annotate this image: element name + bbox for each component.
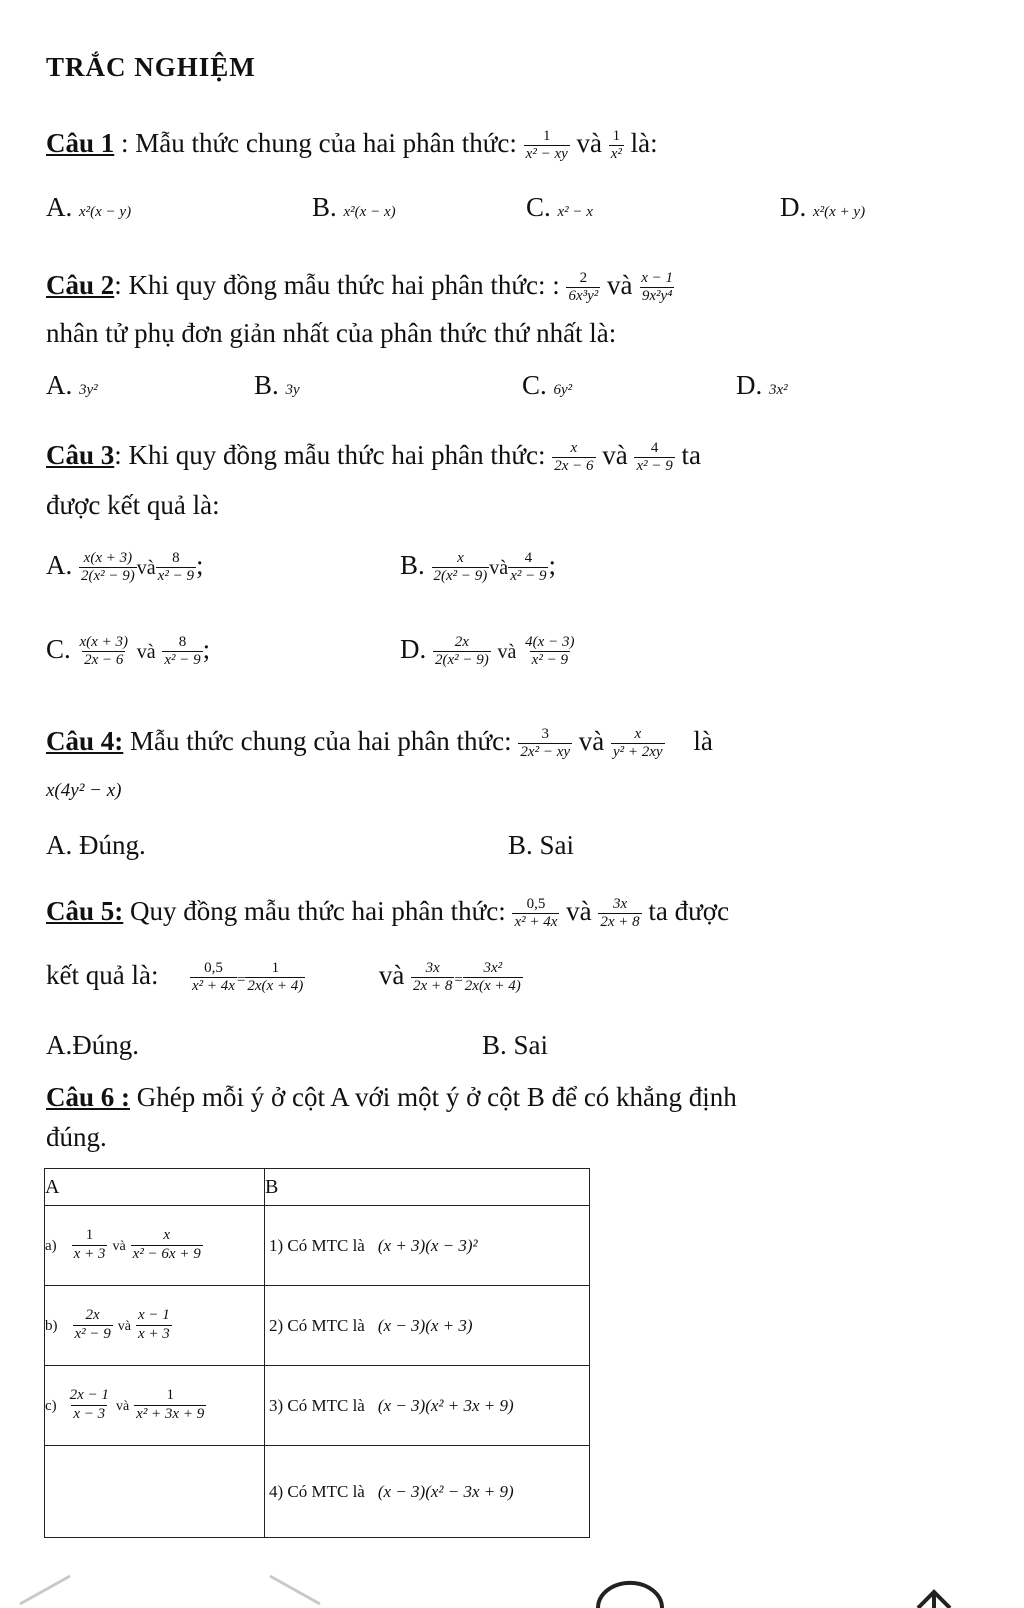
question-2 — [46, 270, 675, 305]
q1-option-c[interactable]: C. x² − x — [526, 192, 593, 222]
column-a-empty — [45, 1446, 265, 1538]
column-b-item-4[interactable]: 4) Có MTC là (x − 3)(x² − 3x + 9) — [265, 1446, 590, 1538]
column-a-item-a[interactable]: a) $\frac{1}{x + 3}$ và $\frac{x}{\text{x² − 6x + 9}}$ — [45, 1206, 265, 1286]
matching-table — [44, 1168, 590, 1538]
question-3-tail: ta — [674, 440, 702, 470]
q2-option-a[interactable]: A. 3y² — [46, 370, 98, 400]
q4-option-a[interactable]: A. Đúng. — [46, 830, 146, 860]
question-3 — [46, 440, 701, 475]
question-4-expression: x(4y² − x) — [46, 780, 122, 801]
question-5-fraction-2: $\frac{3x}{2x + 8}$ — [600, 895, 640, 931]
column-b-item-2[interactable]: 2) Có MTC là (x − 3)(x + 3) — [265, 1286, 590, 1366]
question-1 — [46, 128, 658, 163]
question-4-fraction-2: $\frac{x}{\text{y² + 2xy}}$ — [613, 725, 663, 761]
question-5-result: kết quả là: $\frac{0,5}{\text{x² + 4x}}$ = $\frac{1}{2x(x + 4)}$ và $\frac{3x}{2x + 8}$ = $\frac{\text{3x²}}{2x(x + 4)}$ — [46, 959, 521, 995]
question-2-label: Câu 2 — [46, 270, 115, 300]
question-4 — [46, 726, 713, 761]
bottom-navigation — [0, 1570, 1024, 1608]
question-2-text: : Khi quy đồng mẫu thức hai phân thức: : — [114, 270, 560, 300]
question-6-text: Ghép mỗi ý ở cột A với một ý ở cột B để có khẳng định — [130, 1082, 737, 1112]
column-b-item-3[interactable]: 3) Có MTC là (x − 3)(x² + 3x + 9) — [265, 1366, 590, 1446]
q3-option-c[interactable]: C. $\frac{x(x + 3)}{2x - 6}$ và $\frac{8}{\text{x² − 9}}$ ; — [46, 633, 211, 669]
q2-option-c[interactable]: C. 6y² — [522, 370, 573, 400]
question-5-line-2: kết quả là: — [46, 960, 159, 990]
question-1-fraction-2: $\frac{1}{\text{x²}}$ — [610, 127, 622, 163]
question-6 — [46, 1082, 737, 1113]
q5-option-b[interactable]: B. Sai — [482, 1030, 549, 1060]
q3-option-a[interactable]: A. $\frac{x(x + 3)}{\text{2(x² − 9)}}$ và $\frac{8}{\text{x² − 9}}$ ; — [46, 549, 204, 585]
question-6-line-2: đúng. — [46, 1122, 107, 1152]
back-chevron-icon[interactable] — [20, 1576, 70, 1604]
question-1-label: Câu 1 — [46, 128, 115, 158]
question-3-label: Câu 3 — [46, 440, 115, 470]
question-1-text: : Mẫu thức chung của hai phân thức: — [114, 128, 524, 158]
question-5 — [46, 896, 729, 931]
q2-option-d[interactable]: D. 3x² — [736, 370, 788, 400]
column-a-item-b[interactable]: b) $\frac{2x}{\text{x² − 9}}$ và $\frac{x - 1}{x + 3}$ — [45, 1286, 265, 1366]
column-a-header: A — [45, 1169, 265, 1206]
q1-option-d[interactable]: D. x²(x + y) — [780, 192, 866, 222]
question-5-label: Câu 5: — [46, 896, 124, 926]
question-5-fraction-1: $\frac{0,5}{\text{x² + 4x}}$ — [514, 895, 558, 931]
question-4-and: và — [578, 726, 605, 756]
question-2-line-2: nhân tử phụ đơn giản nhất của phân thức thứ nhất là: — [46, 318, 617, 348]
question-4-label: Câu 4: — [46, 726, 124, 756]
q3-option-b[interactable]: B. $\frac{x}{\text{2(x² − 9)}}$ và $\frac{4}{\text{x² − 9}}$ ; — [400, 549, 556, 585]
q2-option-b[interactable]: B. 3y — [254, 370, 300, 400]
question-4-fraction-1: $\frac{3}{\text{2x² − xy}}$ — [520, 725, 571, 761]
search-icon[interactable] — [598, 1583, 662, 1608]
question-6-label: Câu 6 : — [46, 1082, 131, 1112]
q4-option-b[interactable]: B. Sai — [508, 830, 575, 860]
forward-chevron-icon[interactable] — [270, 1576, 320, 1604]
question-4-text: Mẫu thức chung của hai phân thức: — [123, 726, 519, 756]
question-2-fraction-2: $\frac{x - 1}{\text{9x²y⁴}}$ — [641, 269, 674, 305]
question-5-and: và — [566, 896, 592, 926]
q5-option-a[interactable]: A.Đúng. — [46, 1030, 139, 1060]
question-5-text: Quy đồng mẫu thức hai phân thức: — [123, 896, 513, 926]
question-3-fraction-1: $\frac{x}{2x - 6}$ — [554, 439, 594, 475]
question-3-text: : Khi quy đồng mẫu thức hai phân thức: — [114, 440, 553, 470]
question-1-tail: là: — [623, 128, 658, 158]
q1-option-b[interactable]: B. x²(x − x) — [312, 192, 396, 222]
q3-option-d[interactable]: D. $\frac{2x}{\text{2(x² − 9)}}$ và $\frac{4(x - 3)}{\text{x² − 9}}$ — [400, 633, 575, 669]
column-b-header: B — [265, 1169, 590, 1206]
column-a-item-c[interactable]: c) $\frac{2x - 1}{x - 3}$ và $\frac{1}{\text{x² + 3x + 9}}$ — [45, 1366, 265, 1446]
question-2-and: và — [607, 270, 633, 300]
question-5-tail: ta được — [641, 896, 730, 926]
page-title: TRẮC NGHIỆM — [46, 52, 256, 82]
question-3-fraction-2: $\frac{4}{\text{x² − 9}}$ — [636, 439, 673, 475]
q1-option-a[interactable]: A. x²(x − y) — [46, 192, 132, 222]
question-2-fraction-1: $\frac{2}{\text{6x³y²}}$ — [568, 269, 599, 305]
question-1-fraction-1: $\frac{1}{\text{x² − xy}}$ — [525, 127, 568, 163]
share-icon[interactable] — [918, 1592, 950, 1608]
column-b-item-1[interactable]: 1) Có MTC là (x + 3)(x − 3)² — [265, 1206, 590, 1286]
question-3-line-2: được kết quả là: — [46, 490, 220, 520]
question-1-and: và — [576, 128, 602, 158]
question-4-tail: là — [693, 726, 713, 756]
question-3-and: và — [602, 440, 628, 470]
